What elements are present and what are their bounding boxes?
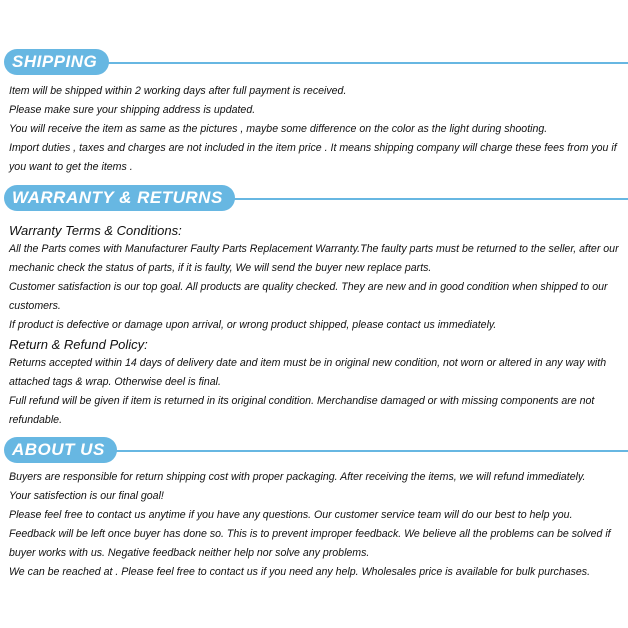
warranty-title: WARRANTY & RETURNS <box>4 185 235 211</box>
shipping-divider <box>90 62 628 64</box>
shipping-content <box>9 82 623 177</box>
shipping-line: Import duties , taxes and charges are not included in the item price . It means shipping company will charge these fees from you if you want to get the items . <box>9 142 617 173</box>
about-content <box>9 468 623 582</box>
shipping-line: Item will be shipped within 2 working days after full payment is received. <box>9 85 347 97</box>
about-line: Your satisfection is our final goal! <box>9 490 164 502</box>
warranty-terms-line: Customer satisfaction is our top goal. All products are quality checked. They are new and in good condition when shipped to our customers. <box>9 281 608 312</box>
shipping-title: SHIPPING <box>4 49 109 75</box>
about-line: Buyers are responsible for return shipping cost with proper packaging. After receiving the items, we will refund immediately. <box>9 471 586 483</box>
about-divider <box>108 450 628 452</box>
shipping-line: Please make sure your shipping address is updated. <box>9 104 256 116</box>
refund-policy-heading: Return & Refund Policy: <box>9 337 148 352</box>
about-header <box>0 436 628 466</box>
warranty-content <box>9 221 623 430</box>
about-line: Please feel free to contact us anytime if you have any questions. Our customer service team will do our best to help you. <box>9 509 573 521</box>
warranty-terms-line: All the Parts comes with Manufacturer Faulty Parts Replacement Warranty.The faulty parts must be returned to the seller, after our mechanic check the status of parts, if it is faulty, We will send the buyer new replace parts. <box>9 243 619 274</box>
shipping-header <box>0 48 628 78</box>
warranty-header <box>0 184 628 214</box>
shipping-line: You will receive the item as same as the pictures , maybe some difference on the color as the light during shooting. <box>9 123 548 135</box>
about-line: We can be reached at . Please feel free to contact us if you need any help. Wholesales price is available for bulk purchases. <box>9 566 591 578</box>
refund-policy-line: Returns accepted within 14 days of delivery date and item must be in original new condition, not worn or altered in any way with attached tags & wrap. Otherwise deel is final. <box>9 357 607 388</box>
about-line: Feedback will be left once buyer has done so. This is to prevent improper feedback. We believe all the problems can be solved if buyer works with us. Negative feedback neither help nor solve any problems. <box>9 528 611 559</box>
about-title: ABOUT US <box>4 437 117 463</box>
warranty-terms-heading: Warranty Terms & Conditions: <box>9 223 182 238</box>
warranty-divider <box>220 198 628 200</box>
refund-policy-line: Full refund will be given if item is returned in its original condition. Merchandise damaged or with missing components are not refundable. <box>9 395 595 426</box>
warranty-terms-line: If product is defective or damage upon arrival, or wrong product shipped, please contact us immediately. <box>9 319 497 331</box>
